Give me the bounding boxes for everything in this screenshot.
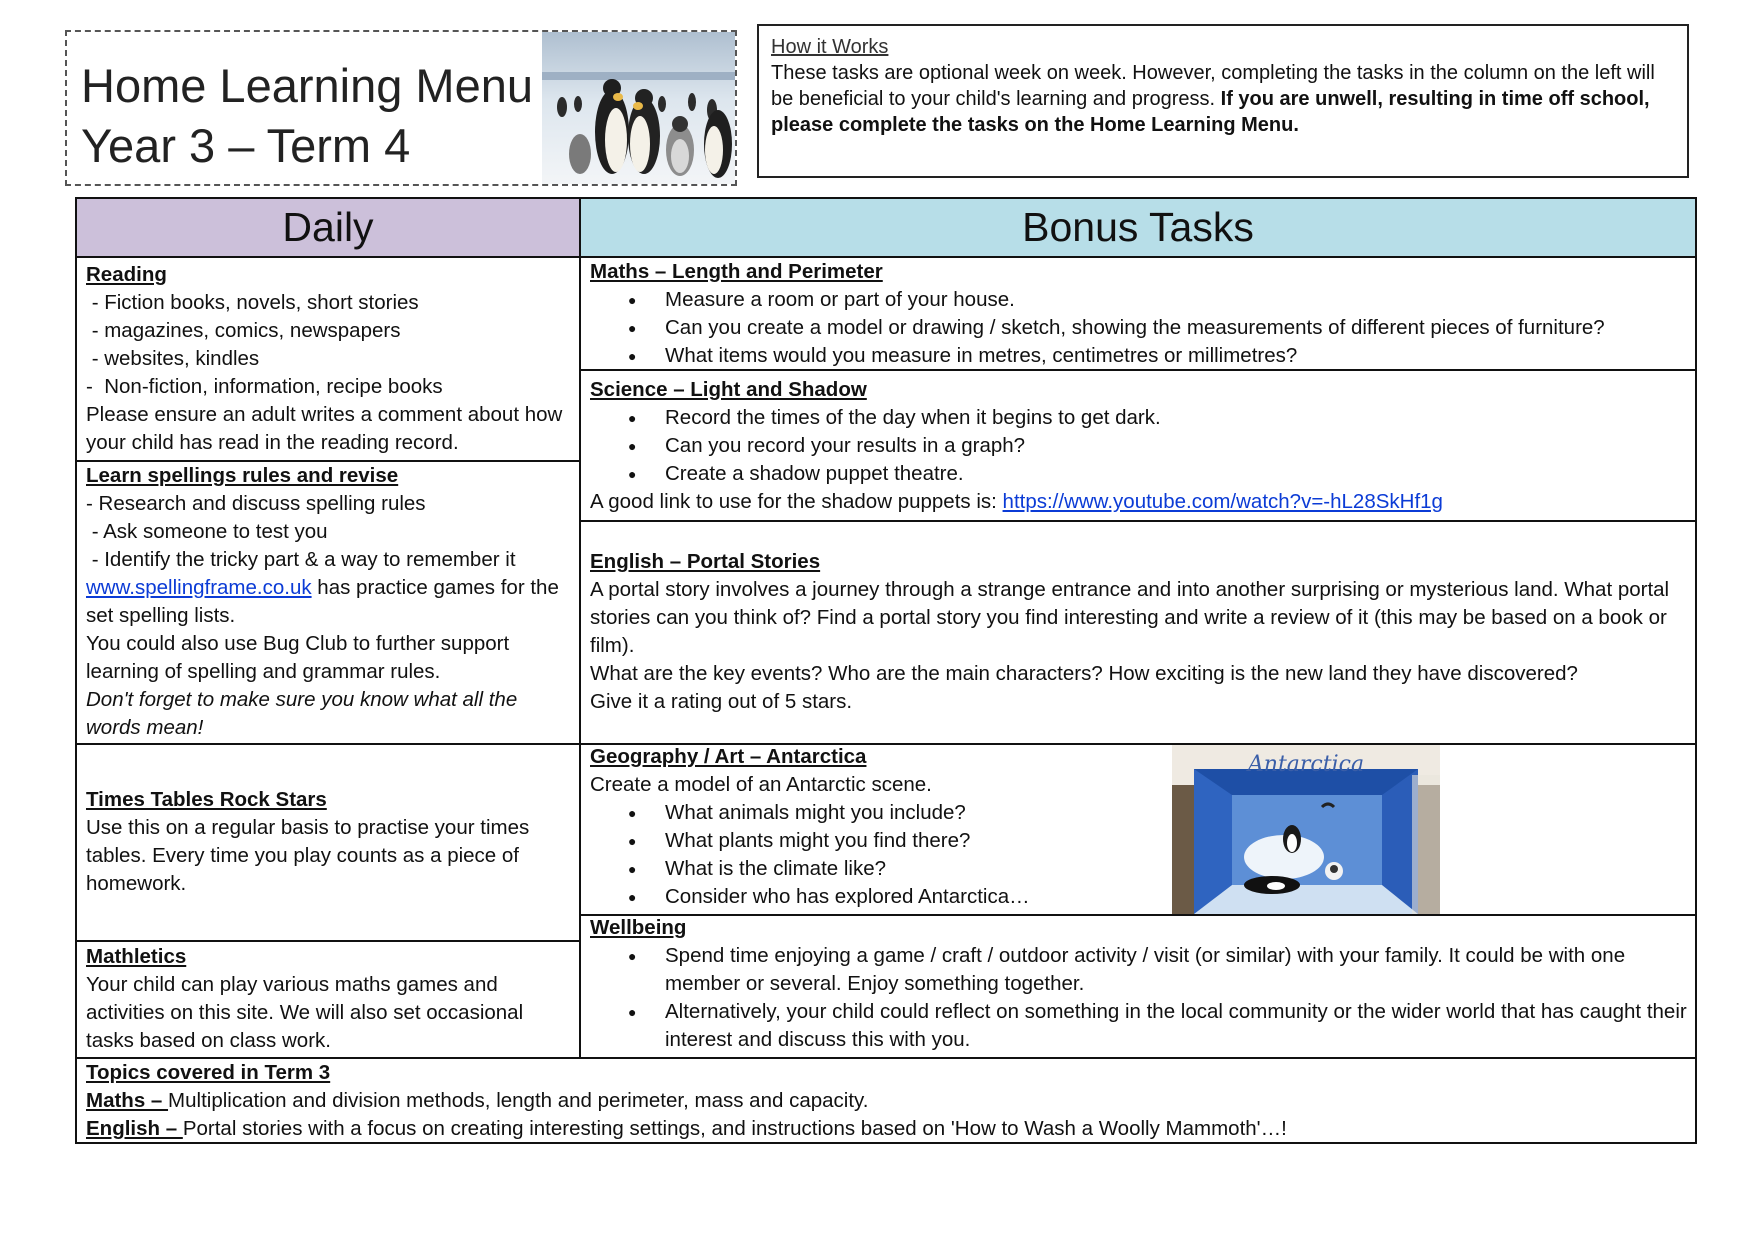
maths-cell: [590, 258, 1690, 370]
geography-cell: [590, 743, 1190, 911]
ttrs-title: Times Tables Rock Stars: [86, 788, 327, 811]
geography-bullet: ● What is the climate like?: [590, 855, 1190, 883]
spellings-reminder: Don't forget to make sure you know what all the words mean!: [86, 688, 518, 739]
ttrs-cell: [86, 786, 574, 898]
spellings-line: - Identify the tricky part & a way to remember it: [86, 548, 516, 571]
english-cell: [590, 548, 1690, 716]
youtube-link[interactable]: https://www.youtube.com/watch?v=-hL28SkHf1g: [1002, 490, 1443, 513]
spellingframe-link[interactable]: www.spellingframe.co.uk: [86, 576, 312, 599]
reading-line: - websites, kindles: [86, 347, 260, 370]
bonus-column-header: Bonus Tasks: [581, 199, 1695, 256]
bugclub-text: You could also use Bug Club to further support learning of spelling and grammar rules.: [86, 632, 510, 683]
mathletics-title: Mathletics: [86, 945, 187, 968]
maths-bullet: ● Measure a room or part of your house.: [590, 286, 1690, 314]
divider-science: [581, 520, 1697, 522]
ttrs-text: Use this on a regular basis to practise your times tables. Every time you play counts as a piece of homework.: [86, 816, 530, 895]
science-bullet: ● Can you record your results in a graph?: [590, 432, 1690, 460]
reading-title: Reading: [86, 263, 167, 286]
reading-cell: [86, 261, 574, 457]
topics-cell: [86, 1059, 1686, 1143]
maths-bullet: ● Can you create a model or drawing / sketch, showing the measurements of different pieces of furniture?: [590, 314, 1690, 342]
antarctica-model-label: Antarctica: [1247, 752, 1365, 777]
spellings-cell: [86, 462, 574, 742]
geography-title: Geography / Art – Antarctica: [590, 745, 867, 768]
geography-bullet: ● What plants might you find there?: [590, 827, 1190, 855]
table-border-right: [1695, 197, 1697, 1144]
topics-maths: Maths – Multiplication and division methods, length and perimeter, mass and capacity.: [86, 1089, 869, 1112]
english-text: A portal story involves a journey through a strange entrance and into another surprising or mysterious land. What portal stories can you think of? Find a portal story you find interesting and write a review of it (this may be based on a book or film).: [590, 578, 1670, 657]
wellbeing-title: Wellbeing: [590, 916, 687, 939]
english-text: What are the key events? Who are the main characters? How exciting is the new land they have discovered?: [590, 662, 1578, 685]
geography-intro: Create a model of an Antarctic scene.: [590, 773, 932, 796]
daily-column-header: Daily: [77, 199, 579, 256]
science-link-text: A good link to use for the shadow puppets is: https://www.youtube.com/watch?v=-hL28SkHf1g: [590, 490, 1443, 513]
science-cell: [590, 376, 1690, 516]
reading-line: - Non-fiction, information, recipe books: [86, 375, 443, 398]
science-title: Science – Light and Shadow: [590, 378, 867, 401]
antarctica-model-photo: [1172, 745, 1440, 914]
title-box: [65, 30, 737, 186]
english-text: Give it a rating out of 5 stars.: [590, 690, 853, 713]
geography-bullet: ● Consider who has explored Antarctica…: [590, 883, 1190, 911]
science-bullet: ● Create a shadow puppet theatre.: [590, 460, 1690, 488]
table-border-left: [75, 197, 77, 1144]
table-border-top: [75, 197, 1697, 199]
spellings-line: - Research and discuss spelling rules: [86, 492, 426, 515]
how-it-works-text: These tasks are optional week on week. However, completing the tasks in the column on the left will be beneficial to your child's learning and progress. If you are unwell, resulting in time off school, please complete the tasks on the Home Learning Menu.: [771, 62, 1655, 136]
wellbeing-bullet: ● Spend time enjoying a game / craft / outdoor activity / visit (or similar) with your family. It could be with one member or several. Enjoy something together.: [590, 942, 1690, 998]
title-line-1: Home Learning Menu: [81, 59, 533, 112]
how-it-works-title: How it Works: [771, 36, 889, 58]
column-divider: [579, 197, 581, 1059]
penguin-photo: [542, 32, 735, 184]
topics-english: English – Portal stories with a focus on creating interesting settings, and instructions based on 'How to Wash a Woolly Mammoth'…!: [86, 1117, 1287, 1140]
english-title: English – Portal Stories: [590, 550, 821, 573]
reading-note: Please ensure an adult writes a comment about how your child has read in the reading record.: [86, 403, 563, 454]
maths-bullet: ● What items would you measure in metres, centimetres or millimetres?: [590, 342, 1690, 370]
how-it-works-box: [757, 24, 1689, 178]
wellbeing-cell: [590, 914, 1690, 1054]
spellings-line: - Ask someone to test you: [86, 520, 328, 543]
divider-ttrs: [75, 940, 581, 942]
spellings-title: Learn spellings rules and revise: [86, 464, 399, 487]
wellbeing-bullet: ● Alternatively, your child could reflect on something in the local community or the wider world that has caught their interest and discuss this with you.: [590, 998, 1690, 1054]
science-bullet: ● Record the times of the day when it begins to get dark.: [590, 404, 1690, 432]
reading-line: - Fiction books, novels, short stories: [86, 291, 419, 314]
maths-title: Maths – Length and Perimeter: [590, 260, 883, 283]
mathletics-text: Your child can play various maths games and activities on this site. We will also set occasional tasks based on class work.: [86, 973, 524, 1052]
reading-line: - magazines, comics, newspapers: [86, 319, 401, 342]
geography-bullet: ● What animals might you include?: [590, 799, 1190, 827]
topics-title: Topics covered in Term 3: [86, 1061, 331, 1084]
page-title: [81, 56, 533, 176]
title-line-2: Year 3 – Term 4: [81, 119, 411, 172]
mathletics-cell: [86, 943, 574, 1055]
spellingframe-text: www.spellingframe.co.uk has practice games for the set spelling lists.: [86, 576, 559, 627]
